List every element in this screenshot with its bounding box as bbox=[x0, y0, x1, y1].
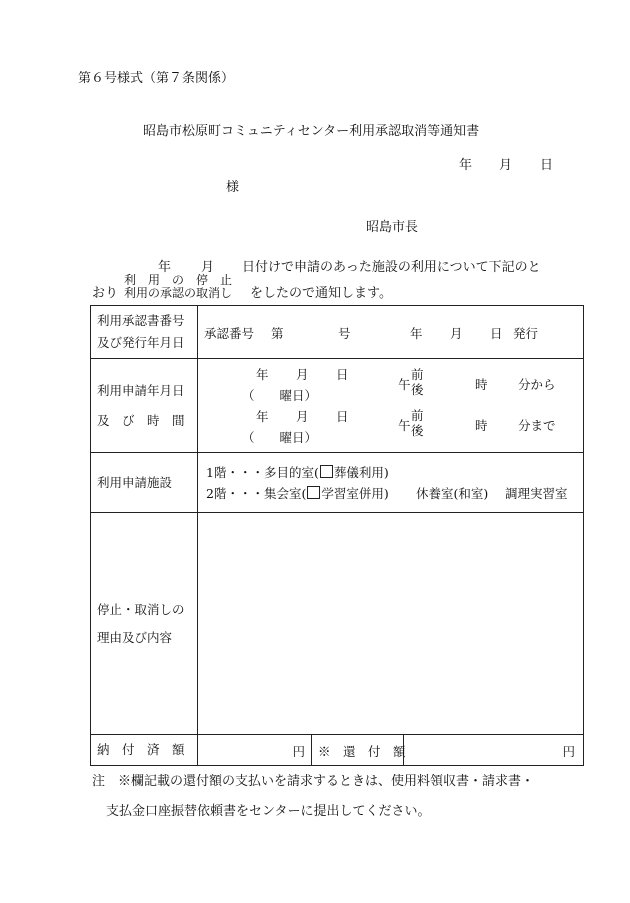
date-year: 年 bbox=[459, 158, 473, 173]
label-approval-number bbox=[91, 306, 198, 359]
label-line: 納 付 済 額 bbox=[97, 742, 185, 757]
r2-start-month: 月 bbox=[296, 367, 309, 382]
floor2-text: 2階・・・集会室( bbox=[206, 486, 307, 501]
r2-start-day: 日 bbox=[336, 367, 349, 382]
yen-unit-paid: 円 bbox=[292, 744, 305, 759]
note-line-1: 注 ※欄記載の還付額の支払いを請求するときは、使用料領収書・請求書・ bbox=[92, 774, 535, 789]
label-application-date bbox=[91, 359, 198, 453]
label-facility bbox=[91, 453, 198, 513]
r2-to: 分まで bbox=[518, 418, 556, 433]
intro-options bbox=[124, 274, 232, 300]
intro-line2-suffix: をしたので通知します。 bbox=[250, 286, 392, 301]
yen-unit-refund: 円 bbox=[562, 744, 576, 759]
floor2-cooking-room: 調理実習室 bbox=[505, 486, 568, 501]
option-cancel: 利用の承認の取消し bbox=[124, 286, 233, 300]
study-room-checkbox[interactable] bbox=[307, 486, 320, 499]
label-paid bbox=[91, 735, 198, 766]
r2-end-month: 月 bbox=[296, 409, 309, 424]
r2-start-hour: 時 bbox=[475, 377, 488, 392]
label-line: 理由及び内容 bbox=[97, 629, 173, 645]
date-day: 日 bbox=[540, 158, 554, 173]
r2-from: 分から bbox=[518, 377, 556, 392]
approval-no-label: 承認番号 bbox=[204, 326, 255, 341]
am-text: 前 bbox=[411, 408, 424, 423]
label-reason bbox=[91, 513, 198, 735]
label-refund bbox=[312, 735, 404, 766]
paid-amount-field[interactable] bbox=[198, 735, 312, 766]
r2-end-go: 午 bbox=[398, 418, 411, 433]
row-amounts bbox=[91, 735, 584, 766]
funeral-checkbox[interactable] bbox=[320, 465, 333, 478]
label-line: 利用申請施設 bbox=[97, 474, 173, 490]
r2-start-year: 年 bbox=[256, 367, 269, 382]
go-text: 号 bbox=[338, 326, 351, 341]
approval-number-field[interactable] bbox=[198, 306, 584, 359]
r2-end-ampm bbox=[411, 408, 424, 438]
notice-table bbox=[90, 305, 584, 766]
row-facility bbox=[91, 453, 584, 513]
reason-field[interactable] bbox=[198, 513, 584, 735]
refund-label-text: ※ 還 付 額 bbox=[318, 744, 406, 759]
intro-month: 月 bbox=[201, 260, 215, 275]
date-month: 月 bbox=[499, 158, 513, 173]
pm-text: 後 bbox=[411, 423, 424, 438]
r2-end-weekday: （ 曜日） bbox=[242, 430, 318, 445]
floor2-rest-room: 休養室(和室) bbox=[416, 486, 489, 501]
r2-end-hour: 時 bbox=[475, 418, 488, 433]
r1-day: 日 bbox=[490, 326, 503, 341]
note-line-2: 支払金口座振替依頼書をセンターに提出してください。 bbox=[106, 804, 431, 819]
pm-text: 後 bbox=[411, 382, 424, 397]
label-line: 及び発行年月日 bbox=[97, 335, 185, 350]
form-number: 第６号様式（第７条関係） bbox=[78, 71, 235, 86]
floor2-option-text: 学習室併用) bbox=[321, 486, 389, 501]
issuer: 昭島市長 bbox=[366, 220, 419, 235]
r2-start-go: 午 bbox=[398, 377, 411, 392]
r1-month: 月 bbox=[450, 326, 463, 341]
r2-start-weekday: （ 曜日） bbox=[242, 388, 318, 403]
recipient-suffix: 様 bbox=[226, 180, 240, 195]
r1-year: 年 bbox=[410, 326, 423, 341]
refund-amount-field[interactable] bbox=[404, 735, 584, 766]
label-line: 利用承認書番号 bbox=[97, 313, 185, 328]
label-line: 及 び 時 間 bbox=[97, 412, 185, 428]
row-application-date bbox=[91, 359, 584, 453]
issued-text: 発行 bbox=[513, 326, 539, 341]
r2-start-ampm bbox=[411, 367, 424, 397]
floor1-option-text: 葬儀利用) bbox=[333, 465, 389, 480]
option-stop: 利 用 の 停 止 bbox=[124, 273, 233, 287]
dai-text: 第 bbox=[271, 326, 284, 341]
intro-line1: 日付けで申請のあった施設の利用について下記のと bbox=[242, 260, 541, 275]
label-line: 停止・取消しの bbox=[97, 601, 185, 617]
intro-line2-prefix: おり bbox=[92, 286, 119, 301]
row-reason bbox=[91, 513, 584, 735]
row-approval-number bbox=[91, 306, 584, 359]
label-line: 利用申請年月日 bbox=[97, 382, 185, 398]
am-text: 前 bbox=[411, 367, 424, 382]
floor2-line bbox=[206, 484, 389, 502]
floor1-line bbox=[206, 463, 389, 481]
facility-field bbox=[198, 453, 584, 513]
intro-year: 年 bbox=[158, 260, 172, 275]
r2-end-year: 年 bbox=[256, 409, 269, 424]
document-title: 昭島市松原町コミュニティセンター利用承認取消等通知書 bbox=[143, 124, 480, 139]
floor1-text: 1階・・・多目的室( bbox=[206, 465, 319, 480]
r2-end-day: 日 bbox=[336, 409, 349, 424]
application-datetime-field[interactable] bbox=[198, 359, 584, 453]
